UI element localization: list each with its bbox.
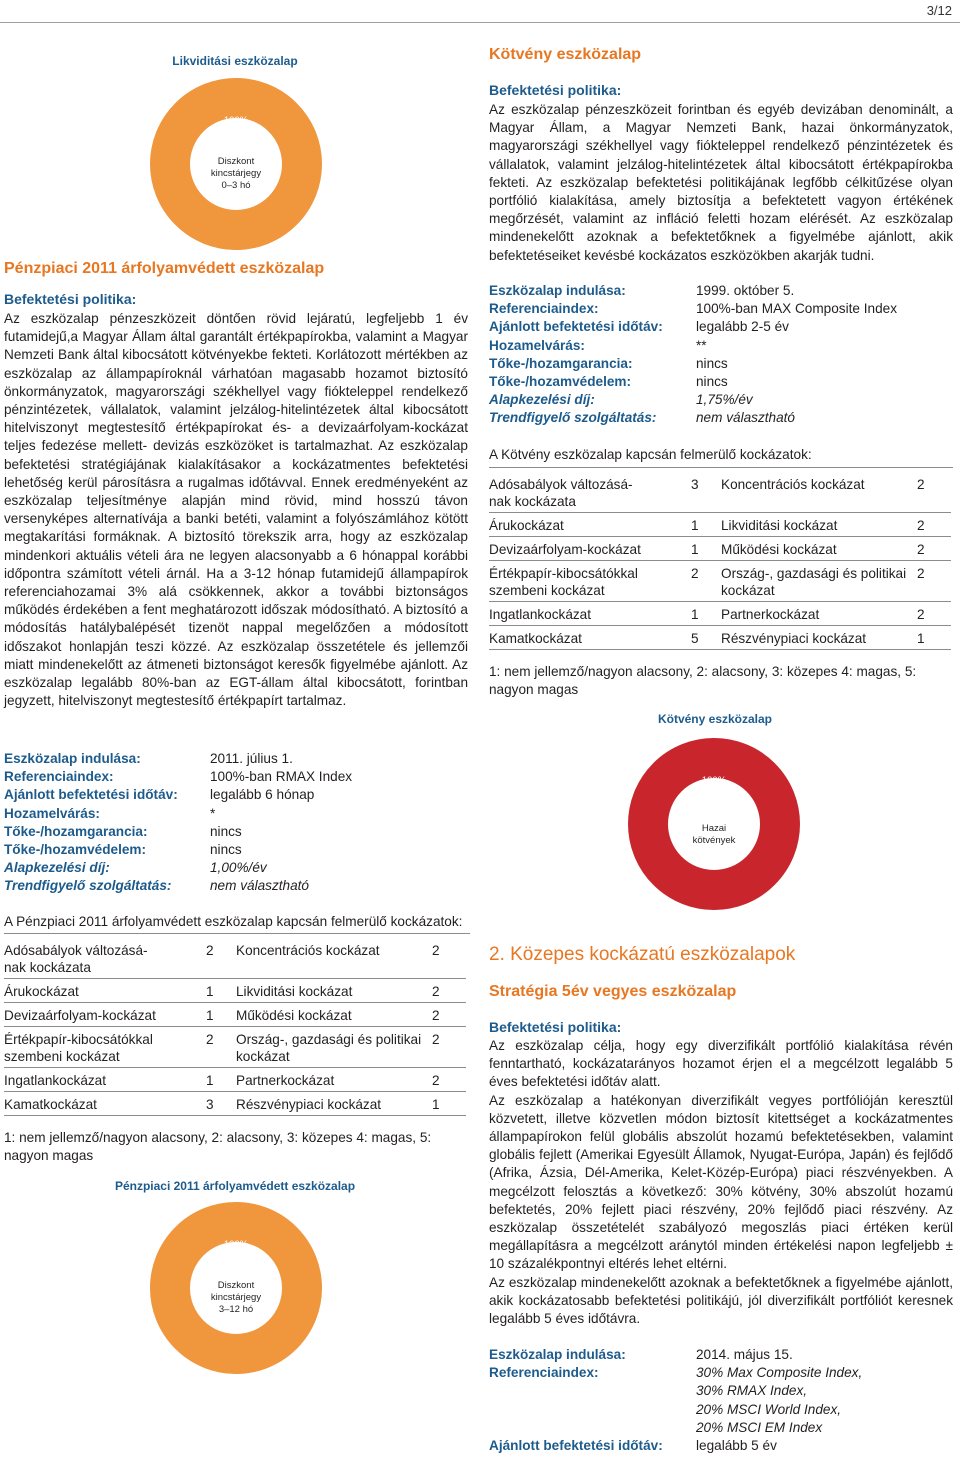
fact-value: legalább 2-5 év	[696, 319, 789, 335]
fund-facts	[489, 282, 953, 428]
risk-name: Koncentrációs kockázat	[721, 472, 917, 513]
risk-level: 2	[917, 513, 951, 537]
risk-row	[4, 1068, 466, 1092]
risk-row	[4, 1027, 466, 1068]
fact-value: 2014. május 15.	[696, 1347, 793, 1362]
risk-name: Árukockázat	[4, 979, 169, 1003]
fact-row	[4, 841, 468, 859]
policy-paragraph: Az eszközalap célja, hogy egy diverzifikált portfólió kialakítása révén fenntartható, kockázatarányos hozamot érjen el a megcélzott legalább 5 éves befektetési időtáv alatt.	[489, 1038, 953, 1090]
policy-label: Befektetési politika:	[4, 291, 137, 307]
fact-row	[4, 823, 468, 841]
risk-name: Koncentrációs kockázat	[236, 938, 432, 979]
risk-name: Likviditási kockázat	[236, 979, 432, 1003]
fact-row	[489, 1346, 953, 1364]
fact-label: Eszközalap indulása:	[489, 283, 626, 298]
fact-value: legalább 5 év	[696, 1438, 777, 1454]
chart-title: Kötvény eszközalap	[657, 712, 773, 726]
fact-label: Tőke-/hozamgarancia:	[4, 823, 148, 839]
risk-level: 2	[432, 1003, 466, 1027]
risk-level: 1	[432, 1092, 466, 1116]
fact-label: Referenciaindex:	[489, 1365, 599, 1381]
risk-name: Részvénypiaci kockázat	[236, 1092, 432, 1116]
donut-center-line: Diszkont	[217, 1280, 255, 1291]
fact-label: Alapkezelési díj:	[4, 860, 110, 876]
donut-chart-kotveny	[628, 738, 800, 910]
fact-row	[489, 409, 953, 427]
section-heading: 2. Közepes kockázatú eszközalapok	[489, 944, 796, 965]
risk-level: 2	[432, 979, 466, 1003]
risk-level: 1	[654, 513, 721, 537]
risk-row	[489, 472, 951, 513]
fund-title: Pénzpiaci 2011 árfolyamvédett eszközalap	[4, 260, 325, 277]
fact-row	[4, 877, 468, 895]
fact-label: Ajánlott befektetési időtáv:	[489, 319, 663, 335]
risk-table	[4, 938, 466, 1116]
fact-label: Tőke-/hozamvédelem:	[489, 374, 632, 390]
fact-value: nincs	[696, 355, 728, 371]
fact-label: Eszközalap indulása:	[4, 751, 141, 766]
fund-title: Kötvény eszközalap	[489, 46, 642, 63]
fact-value: 100%-ban RMAX Index	[210, 769, 353, 785]
fact-value: 100%-ban MAX Composite Index	[696, 301, 897, 317]
fact-label: Ajánlott befektetési időtáv:	[489, 1438, 663, 1454]
risk-level: 2	[654, 561, 721, 602]
risk-level: 2	[169, 938, 236, 979]
policy-paragraph: Az eszközalap a hatékonyan diverzifikált vegyes portfólióján keresztül közvetett, illetve közvetlen módon biztosít kitettséget a kockázatmentes állampapírokon felül globális abszolút hozamú befektetésekben, valamint globális fejlett (Amerikai Egyesült Államok, Nyugat-Európa, Japán) és fejlődő (Afrika, Ázsia, Dél-Amerika, Kelet-Közép-Európa) piaci részvényekben. A megcélzott felosztás a következő: 30% kötvény, 30% abszolút hozamú befektetés, 20% fejlett piaci részvény, 20% fejlődő piaci részvény. Az eszközalap összetételét szabályozó megoszlás piaci értéken kerül megállapításra a megcélzott aránytól minden értékelési napon legfeljebb ± 10 százalékpontnyi eltérés lehet eltérni.	[489, 1092, 953, 1272]
donut-center-line: kincstárjegy	[210, 168, 262, 179]
fund-facts	[4, 750, 468, 896]
risk-name: Ingatlankockázat	[4, 1068, 169, 1092]
risk-level: 2	[432, 938, 466, 979]
fact-value: 1,75%/év	[696, 392, 753, 408]
risk-level: 1	[169, 1003, 236, 1027]
risk-level: 2	[432, 1027, 466, 1068]
risk-row	[489, 626, 951, 650]
risk-level: 2	[432, 1068, 466, 1092]
fact-value: 20% MSCI World Index,	[696, 1401, 842, 1417]
fact-label: Referenciaindex:	[489, 301, 599, 317]
fact-row	[4, 859, 468, 877]
risk-name: Adósabályok változásá-nak kockázata	[489, 472, 654, 513]
policy-text	[489, 1037, 953, 1328]
risk-name: Részvénypiaci kockázat	[721, 626, 917, 650]
fact-row	[489, 1437, 953, 1455]
fact-value: **	[696, 337, 707, 353]
fact-label: Ajánlott befektetési időtáv:	[4, 787, 178, 803]
fact-row	[489, 1401, 953, 1419]
risk-row	[4, 938, 466, 979]
fact-row	[489, 355, 953, 373]
fact-value: nincs	[696, 374, 728, 390]
fact-label: Referenciaindex:	[4, 769, 114, 785]
risk-level: 2	[917, 537, 951, 561]
fact-value: nem választható	[210, 878, 309, 894]
risk-note: 1: nem jellemző/nagyon alacsony, 2: alacsony, 3: közepes 4: magas, 5: nagyon magas	[489, 664, 917, 698]
donut-chart-penzpiaci	[150, 1202, 322, 1374]
risk-level: 2	[917, 602, 951, 626]
risk-level: 1	[169, 979, 236, 1003]
risk-name: Kamatkockázat	[489, 626, 654, 650]
risk-name: Ország-, gazdasági és politikai kockázat	[721, 561, 917, 602]
risk-row	[489, 561, 951, 602]
fact-row	[489, 391, 953, 409]
fact-value: 30% RMAX Index,	[696, 1383, 808, 1399]
fact-row	[4, 786, 468, 804]
donut-chart-likviditasi	[150, 78, 322, 250]
donut-center-line: 3–12 hó	[218, 1304, 254, 1315]
risk-intro: A Pénzpiaci 2011 árfolyamvédett eszközalap kapcsán felmerülő kockázatok:	[4, 914, 463, 929]
fact-value: nincs	[210, 842, 242, 858]
risk-level: 1	[654, 602, 721, 626]
policy-text: Az eszközalap pénzeszközeit forintban és egyéb devizában denominált, a Magyar Állam, a Magyar Nemzeti Bank, hazai önkormányzatok, magyarországi székhellyel vagy fiókteleppel rendelkező pénzintézetek és vállalatok, valamint jelzálog-hitelintézetek által kibocsátott értékpapírokba fekteti. Az eszközalap befektetési politikájának legfőbb célkitűzése olyan portfólió kialakítása, amely biztosítja a befektetett vagyon értékének megőrzését, valamint az infláció feletti hozam elérését. Az eszközalap mindenekelőtt azoknak a befektetőknek a figyelmébe ajánlott, akik befektetéseiket kevésbé kockázatos eszközökben akarják tudni.	[489, 102, 953, 263]
risk-table-rule	[489, 467, 953, 468]
fact-row	[4, 768, 468, 786]
fact-label: Alapkezelési díj:	[489, 392, 595, 408]
policy-label: Befektetési politika:	[489, 1019, 622, 1035]
fund-title: Stratégia 5év vegyes eszközalap	[489, 983, 737, 1000]
fact-value: 1999. október 5.	[696, 283, 795, 298]
fact-label: Tőke-/hozamvédelem:	[4, 842, 147, 858]
fact-row	[489, 300, 953, 318]
fact-value: 20% MSCI EM Index	[696, 1419, 823, 1435]
risk-row	[4, 979, 466, 1003]
risk-level: 2	[169, 1027, 236, 1068]
fact-row	[489, 1364, 953, 1382]
risk-row	[489, 602, 951, 626]
risk-row	[489, 537, 951, 561]
risk-level: 1	[169, 1068, 236, 1092]
risk-name: Adósabályok változásá-nak kockázata	[4, 938, 169, 979]
fact-label: Hozamelvárás:	[4, 805, 100, 821]
risk-name: Devizaárfolyam-kockázat	[4, 1003, 169, 1027]
risk-row	[4, 1092, 466, 1116]
risk-name: Ingatlankockázat	[489, 602, 654, 626]
donut-center-line: kötvények	[692, 835, 736, 846]
fact-row	[4, 805, 468, 823]
risk-name: Partnerkockázat	[721, 602, 917, 626]
risk-level: 1	[654, 537, 721, 561]
fund-facts	[489, 1346, 953, 1455]
risk-name: Ország-, gazdasági és politikai kockázat	[236, 1027, 432, 1068]
donut-center-line: Diszkont	[217, 156, 255, 167]
risk-name: Értékpapír-kibocsátókkal szembeni kockázat	[4, 1027, 169, 1068]
fact-label: Tőke-/hozamgarancia:	[489, 355, 633, 371]
risk-level: 2	[917, 561, 951, 602]
risk-name: Árukockázat	[489, 513, 654, 537]
chart-title: Pénzpiaci 2011 árfolyamvédett eszközalap	[114, 1179, 356, 1193]
risk-name: Kamatkockázat	[4, 1092, 169, 1116]
fact-label: Trendfigyelő szolgáltatás:	[489, 410, 657, 426]
risk-intro: A Kötvény eszközalap kapcsán felmerülő kockázatok:	[489, 447, 812, 462]
fact-row	[489, 373, 953, 391]
policy-paragraph: Az eszközalap mindenekelőtt azoknak a befektetőknek a figyelmébe ajánlott, akik kockázatosabb befektetési politikájú, jól diverzifikált portfóliót keresnek legalább 5 éves időtávra.	[489, 1274, 953, 1327]
fact-value: 30% Max Composite Index,	[696, 1365, 863, 1381]
risk-level: 3	[654, 472, 721, 513]
risk-note: 1: nem jellemző/nagyon alacsony, 2: alacsony, 3: közepes 4: magas, 5: nagyon magas	[4, 1130, 432, 1164]
risk-level: 2	[917, 472, 951, 513]
fact-row	[489, 318, 953, 336]
fact-label: Eszközalap indulása:	[489, 1347, 626, 1362]
fact-value: legalább 6 hónap	[210, 787, 315, 803]
donut-percent-label: 100%	[223, 1239, 249, 1250]
risk-name: Értékpapír-kibocsátókkal szembeni kockázat	[489, 561, 654, 602]
risk-name: Működési kockázat	[721, 537, 917, 561]
fact-value: nem választható	[696, 410, 795, 426]
risk-row	[4, 1003, 466, 1027]
fact-row	[489, 1419, 953, 1437]
risk-name: Működési kockázat	[236, 1003, 432, 1027]
chart-title: Likviditási eszközalap	[172, 54, 298, 68]
fact-row	[489, 337, 953, 355]
risk-table	[489, 472, 951, 650]
risk-name: Devizaárfolyam-kockázat	[489, 537, 654, 561]
fact-value: *	[210, 805, 216, 821]
fact-value: 2011. július 1.	[210, 751, 293, 766]
donut-center-line: kincstárjegy	[210, 1292, 262, 1303]
risk-table-rule	[4, 933, 470, 934]
fact-row	[489, 282, 953, 300]
donut-percent-label: 100%	[223, 115, 249, 126]
fact-value: 1,00%/év	[210, 860, 267, 876]
risk-level: 3	[169, 1092, 236, 1116]
fact-label: Trendfigyelő szolgáltatás:	[4, 878, 172, 894]
fact-value: nincs	[210, 823, 242, 839]
donut-percent-label: 100%	[701, 775, 727, 786]
donut-center-line: Hazai	[701, 823, 727, 834]
fact-label: Hozamelvárás:	[489, 337, 585, 353]
page-number: 3/12	[926, 3, 952, 18]
donut-center-line: 0–3 hó	[221, 180, 251, 191]
risk-level: 5	[654, 626, 721, 650]
policy-text: Az eszközalap pénzeszközeit döntően rövid lejáratú, legfeljebb 1 év futamidejű,a Magyar Állam által garantált értékpapírokba, valamint a Magyar Nemzeti Bank által kibocsátott kötvényekbe fekteti. Korlátozott mértékben az eszközalap az állampapíroknál várhatóan magasabb hozamot biztosító önkormányzatok, magyarországi székhellyel vagy fiókteleppel rendelkező pénzintézetek, vállalatok, valamint jelzálog-hitelintézetek által kibocsátott hitelviszonyt megtestesítő értékpapírokat és- a devizaárfolyam-kockázat teljes fedezése mellett- devizás eszközöket is tartalmazhat. Az eszközalap befektetési stratégiájának kialakításakor a kockázatmentes befektetési lehetőség kerül párosításra a rugalmas időtávval. Ennek eredményeként az eszközalap teljesítménye alapján mind rövid, mind hosszú távon versenyképes alternatívája a banki betéti, valamint a folyószámlához kötött megtakarítási formáknak. A biztosító törekszik arra, hogy az eszközalap mindenkori aktuális vételi ára ne legyen alacsonyabb a 6 hónappal korábbi időpontra számított vételi árnál. Ha a 3-12 hónap futamidejű állampapírok referenciahozamai 3% alá csökkennek, akkor a további biztonságos működés érdekében a fent meghatározott időszak módosítható. A biztosító a módosítás hatálybalépését tizenöt nappal megelőzően a módosított időszakot honlapján teszi közzé. Az eszközalap összetétele és jellemzői miatt mindenekelőtt az átmeneti biztonságot keresők figyelmébe ajánlott. Az eszközalap legalább 80%-ban az EGT-állam által kibocsátott, forintban jegyzett, hitelviszonyt megtestesítő értékpapírt tartalmaz.	[4, 311, 468, 709]
risk-row	[489, 513, 951, 537]
fact-row	[489, 1382, 953, 1400]
risk-name: Partnerkockázat	[236, 1068, 432, 1092]
policy-label: Befektetési politika:	[489, 82, 622, 98]
risk-level: 1	[917, 626, 951, 650]
fact-row	[4, 750, 468, 768]
right-column	[480, 0, 960, 1471]
risk-name: Likviditási kockázat	[721, 513, 917, 537]
